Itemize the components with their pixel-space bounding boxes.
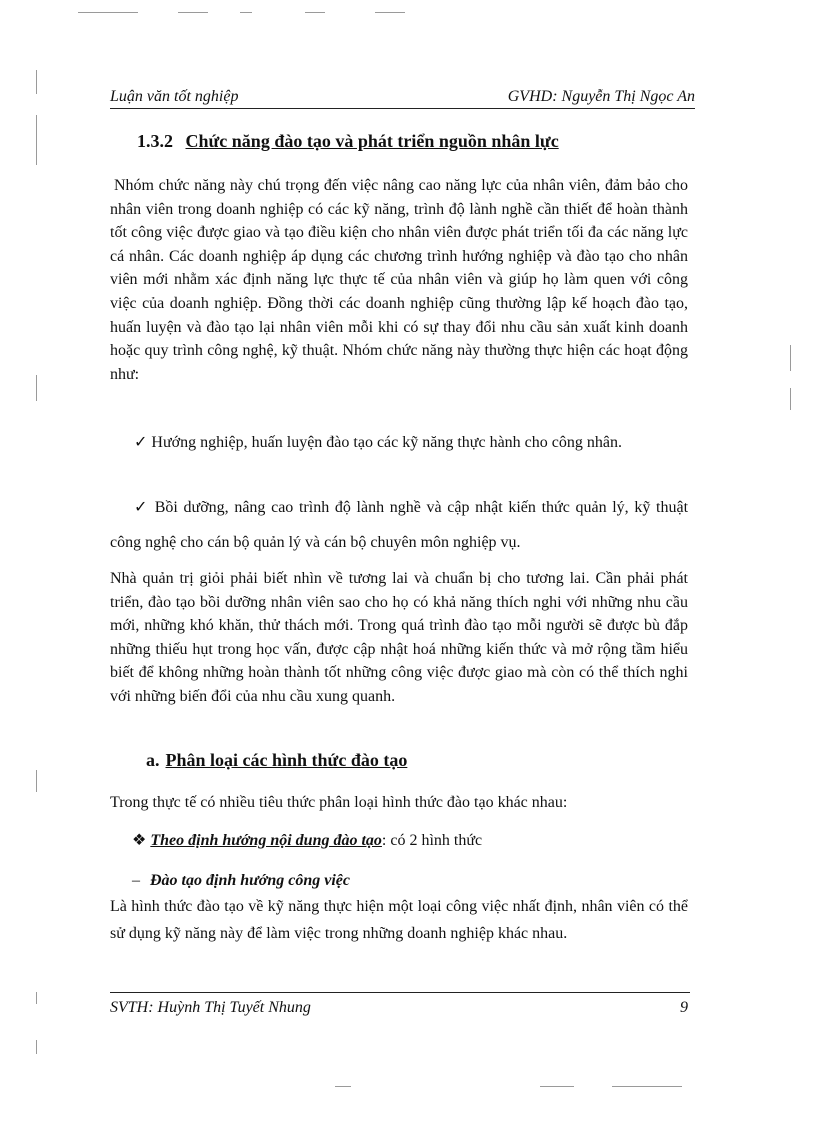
scan-mark (78, 12, 138, 13)
page-footer (110, 992, 690, 1019)
check-item-2-text: Bồi dưỡng, nâng cao trình độ lành nghề và cập nhật kiến thức quản lý, kỹ thuật công nghệ cho cán bộ quản lý và cán bộ chuyên môn nghiệp vụ. (110, 499, 689, 551)
scan-mark (305, 12, 325, 13)
section-heading (137, 131, 559, 152)
scan-mark (178, 12, 208, 13)
footer-student: SVTH: Huỳnh Thị Tuyết Nhung (110, 999, 311, 1016)
check-icon: ✓ (134, 499, 150, 516)
check-item-1-text: Hướng nghiệp, huấn luyện đào tạo các kỹ năng thực hành cho công nhân. (151, 434, 622, 451)
section-title: Chức năng đào tạo và phát triển nguồn nhân lực (185, 131, 559, 151)
scan-mark (540, 1086, 574, 1087)
check-item-1 (110, 425, 688, 460)
subsection-heading (146, 750, 407, 771)
check-item-2 (110, 490, 688, 560)
scan-mark (335, 1086, 351, 1087)
bullet-item (132, 830, 482, 850)
scan-mark (36, 770, 37, 792)
check-icon: ✓ (134, 434, 148, 451)
bullet-emphasis: Theo định hướng nội dung đào tạo (150, 832, 382, 849)
scan-mark (36, 992, 37, 1004)
page-number: 9 (680, 999, 688, 1016)
subsection-letter: a. (146, 750, 160, 770)
job-training-paragraph: Là hình thức đào tạo về kỹ năng thực hiện một loại công việc nhất định, nhân viên có thể sử dụng kỹ năng này để làm việc trong những doanh nghiệp khác nhau. (110, 898, 688, 942)
scan-mark (375, 12, 405, 13)
intro-paragraph: Nhóm chức năng này chú trọng đến việc nâng cao năng lực của nhân viên, đảm bảo cho nhân viên trong doanh nghiệp có các kỹ năng, trình độ lành nghề cần thiết để hoàn thành tốt công việc được giao và tạo điều kiện cho nhân viên được phát triển tối đa các năng lực cá nhân. Các doanh nghiệp áp dụng các chương trình hướng nghiệp và đào tạo cho nhân viên mới nhằm xác định năng lực thực tế của nhân viên và giúp họ làm quen với công việc của doanh nghiệp. Đồng thời các doanh nghiệp cũng thường lập kế hoạch đào tạo, huấn luyện và đào tạo lại nhân viên mỗi khi có sự thay đổi nhu cầu sản xuất kinh doanh hoặc quy trình công nghệ, kỹ thuật. Nhóm chức năng này thường thực hiện các hoạt động như: (110, 177, 688, 383)
bullet-rest: : có 2 hình thức (381, 832, 483, 849)
scan-mark (790, 388, 791, 410)
scan-mark (612, 1086, 682, 1087)
dash-item-text: Đào tạo định hướng công việc (150, 872, 350, 889)
dash-icon: – (132, 872, 140, 889)
page-header (110, 86, 695, 109)
manager-paragraph: Nhà quản trị giỏi phải biết nhìn về tương lai và chuẩn bị cho tương lai. Cần phải phát triển, đào tạo bồi dưỡng nhân viên sao cho họ có khả năng thích nghi với những nhu cầu mới, những khó khăn, thử thách mới. Trong quá trình đào tạo mỗi người sẽ được bù đắp những thiếu hụt trong học vấn, được cập nhật hoá những kiến thức và mở rộng tầm hiểu biết để không những hoàn thành tốt những công việc được giao mà còn có thể thích nghi với những biến đổi của nhu cầu xung quanh. (110, 570, 688, 705)
scan-mark (36, 70, 37, 94)
scan-mark (36, 115, 37, 165)
section-number: 1.3.2 (137, 131, 173, 151)
header-thesis-label: Luận văn tốt nghiệp (110, 88, 239, 105)
scan-mark (240, 12, 252, 13)
classify-intro: Trong thực tế có nhiều tiêu thức phân loại hình thức đào tạo khác nhau: (110, 794, 568, 811)
dash-item (132, 872, 350, 890)
scan-mark (790, 345, 791, 371)
diamond-bullet-icon: ❖ (132, 832, 147, 849)
scan-mark (36, 1040, 37, 1054)
scan-mark (36, 375, 37, 401)
header-advisor: GVHD: Nguyễn Thị Ngọc An (507, 88, 695, 105)
subsection-title: Phân loại các hình thức đào tạo (165, 750, 408, 770)
